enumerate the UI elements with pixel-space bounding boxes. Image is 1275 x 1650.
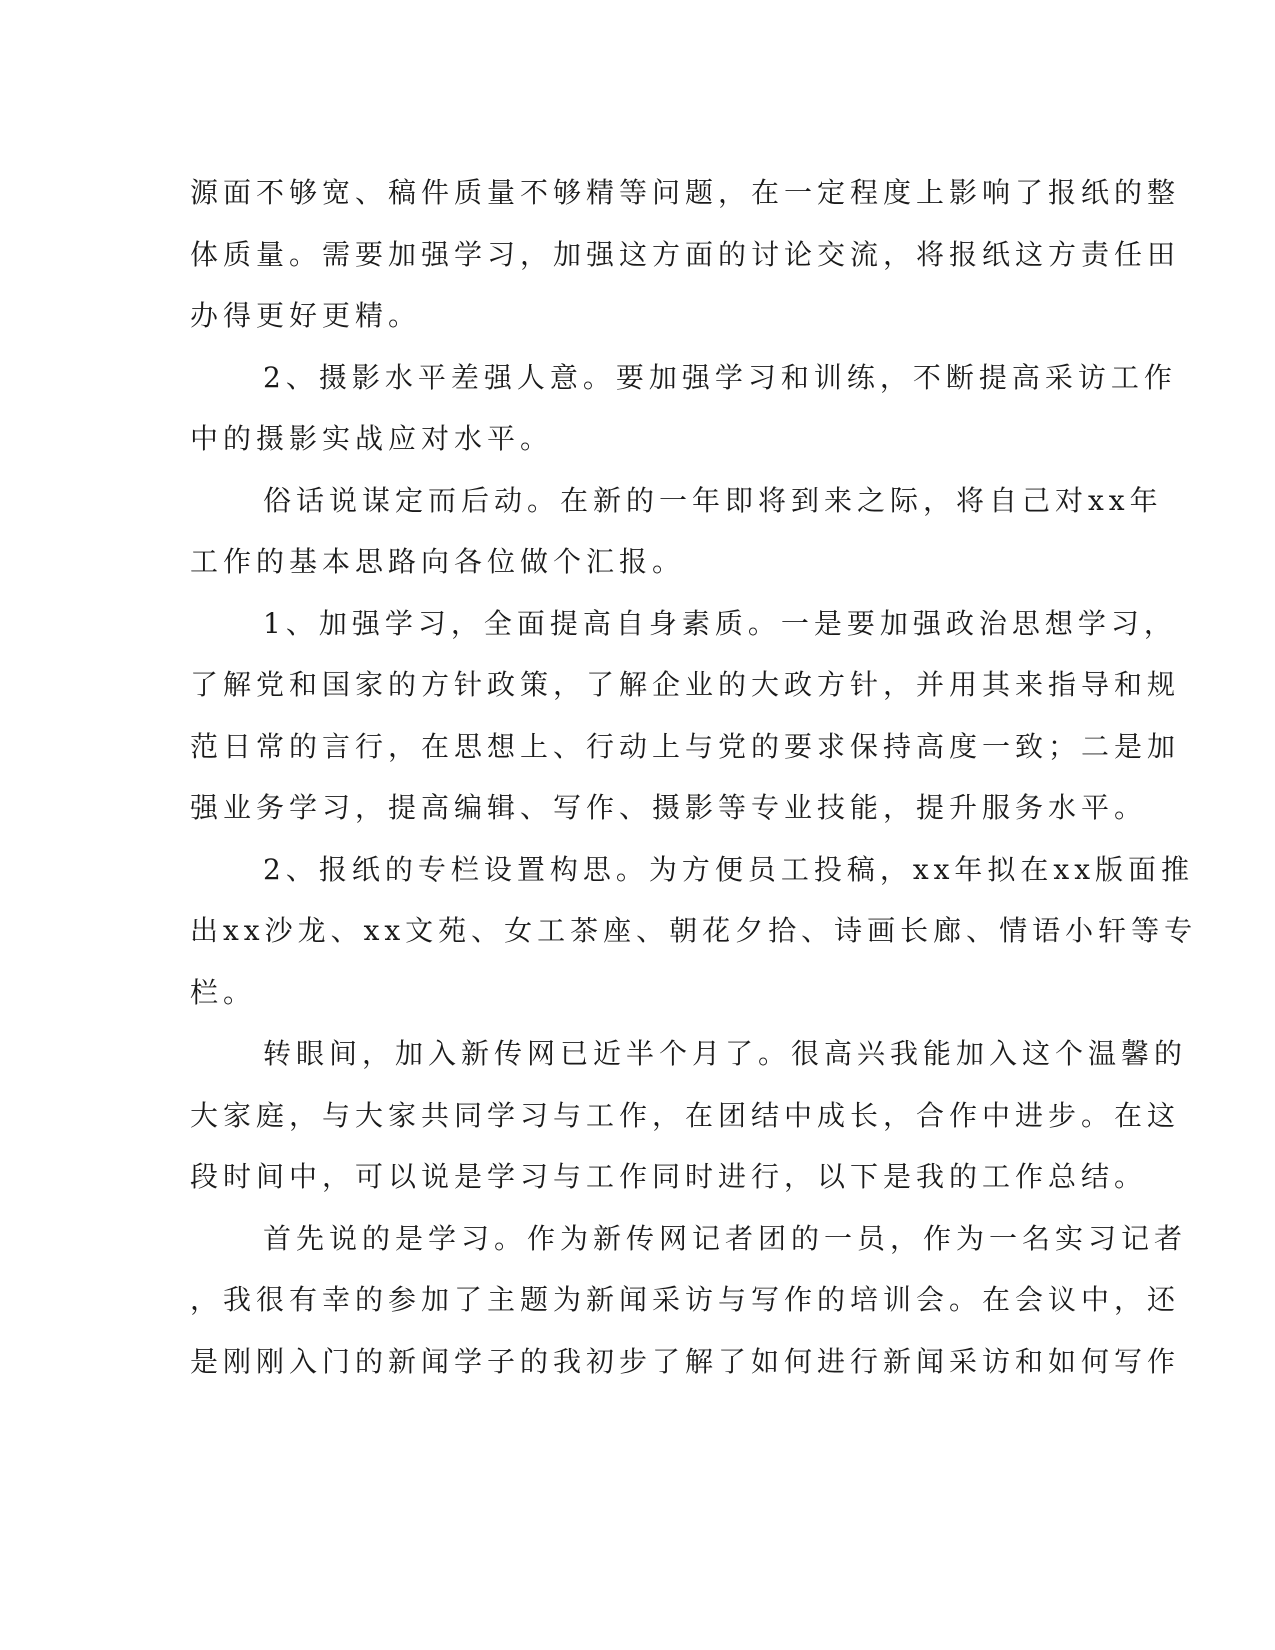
text-line: 2、报纸的专栏设置构思。为方便员工投稿，xx年拟在xx版面推 xyxy=(263,852,1194,886)
text-line: 中的摄影实战应对水平。 xyxy=(190,422,554,455)
text-line: 俗话说谋定而后动。在新的一年即将到来之际，将自己对xx年 xyxy=(263,483,1163,517)
text-line: 范日常的言行，在思想上、行动上与党的要求保持高度一致；二是加 xyxy=(190,729,1181,763)
text-line: 段时间中，可以说是学习与工作同时进行，以下是我的工作总结。 xyxy=(190,1160,1148,1193)
text-line: 强业务学习，提高编辑、写作、摄影等专业技能，提升服务水平。 xyxy=(190,791,1148,824)
text-line: 首先说的是学习。作为新传网记者团的一员，作为一名实习记者 xyxy=(263,1221,1188,1255)
text-line: 源面不够宽、稿件质量不够精等问题，在一定程度上影响了报纸的整 xyxy=(190,176,1181,209)
text-line: 工作的基本思路向各位做个汇报。 xyxy=(190,545,686,578)
text-line: 大家庭，与大家共同学习与工作，在团结中成长，合作中进步。在这 xyxy=(190,1098,1181,1132)
text-line: 1、加强学习，全面提高自身素质。一是要加强政治思想学习， xyxy=(263,606,1177,640)
text-line: 转眼间，加入新传网已近半个月了。很高兴我能加入这个温馨的 xyxy=(263,1037,1188,1070)
text-line: 出xx沙龙、xx文苑、女工茶座、朝花夕拾、诗画长廊、情语小轩等专 xyxy=(190,914,1198,947)
text-line: 2、摄影水平差强人意。要加强学习和训练，不断提高采访工作 xyxy=(263,360,1177,394)
text-line: 栏。 xyxy=(190,975,257,1009)
text-line: 了解党和国家的方针政策，了解企业的大政方针，并用其来指导和规 xyxy=(190,668,1181,701)
text-line: 办得更好更精。 xyxy=(190,299,422,332)
text-line: ，我很有幸的参加了主题为新闻采访与写作的培训会。在会议中，还 xyxy=(190,1283,1181,1316)
text-line: 体质量。需要加强学习，加强这方面的讨论交流，将报纸这方责任田 xyxy=(190,237,1181,271)
text-line: 是刚刚入门的新闻学子的我初步了解了如何进行新闻采访和如何写作 xyxy=(190,1344,1181,1378)
body-text xyxy=(190,162,1198,1392)
